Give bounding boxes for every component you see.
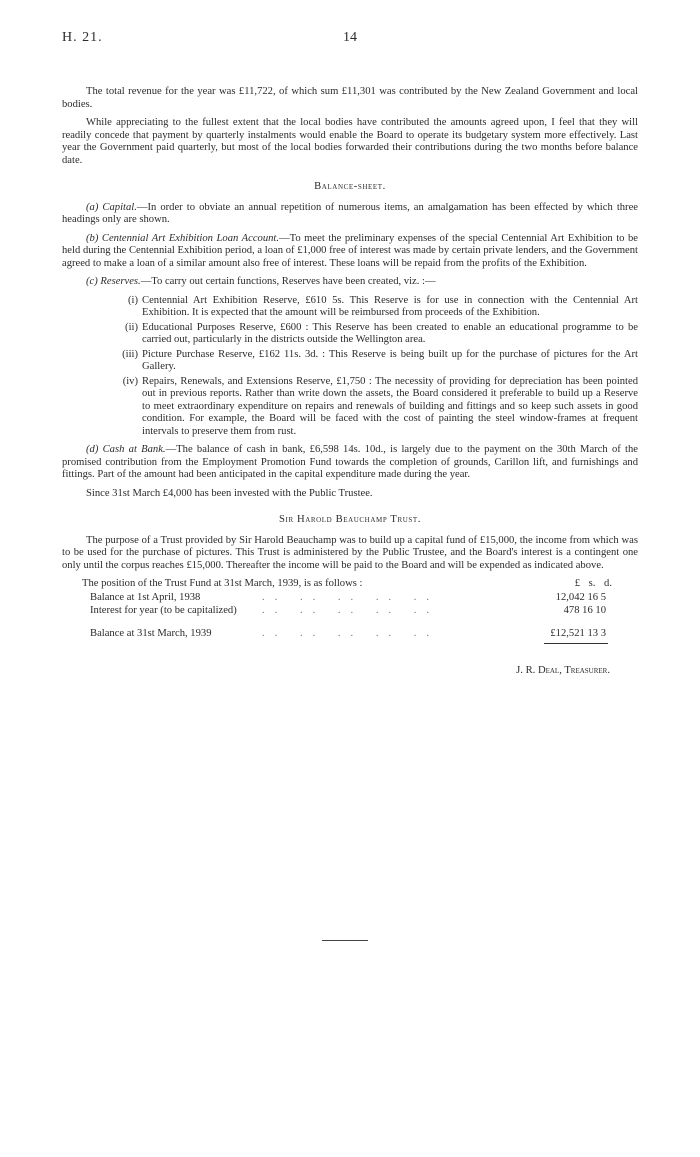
trust-paragraph: The purpose of a Trust provided by Sir Harold Beauchamp was to build up a capital fund of £15,000, the income from which was to be used for the purchase of pictures. This Trust is administered by the Public Trustee, and the Board's interest is a contingent one only until the corpus reaches £15,000. Thereafter the income will be paid to the Board and will be expended as indicated above. bbox=[62, 534, 638, 571]
end-rule bbox=[322, 940, 368, 941]
loan-account-paragraph bbox=[62, 233, 638, 271]
capital-paragraph bbox=[62, 202, 638, 227]
reserve-text: Repairs, Renewals, and Extensions Reserve, £1,750 : The necessity of providing for depreciation has been pointed out in previous reports. Rather than write down the assets, the Board considered it preferable to build up a Reserve to meet extraordinary expenditure on repairs and renewals of building and fittings and so keep such assets in good condition. For example, the Board will be faced with the cost of painting the steel window-frames at frequent intervals to preserve them from rust. bbox=[142, 375, 638, 437]
statement-intro: The position of the Trust Fund at 31st March, 1939, is as follows : bbox=[82, 578, 363, 589]
reserve-item bbox=[62, 295, 638, 320]
revenue-paragraph: The total revenue for the year was £11,722, of which sum £11,301 was contributed by the New Zealand Government and local bodies. bbox=[62, 86, 638, 110]
reserve-number: (iv) bbox=[122, 375, 138, 387]
reserve-item bbox=[62, 376, 638, 439]
balance-sheet-heading: Balance-sheet. bbox=[314, 181, 386, 192]
total-underline bbox=[544, 643, 608, 644]
leader-dots: .. .. .. .. .. bbox=[262, 628, 440, 639]
row-amount: 478 16 10 bbox=[563, 605, 606, 616]
reserve-number: (iii) bbox=[122, 348, 138, 360]
signature: J. R. Deal, Treasurer. bbox=[516, 665, 610, 676]
reserve-number: (i) bbox=[128, 294, 138, 306]
page-header bbox=[62, 30, 638, 50]
trust-heading: Sir Harold Beauchamp Trust. bbox=[279, 514, 421, 525]
statement-row bbox=[62, 592, 638, 605]
row-label: Interest for year (to be capitalized) bbox=[90, 605, 237, 616]
reserves-paragraph bbox=[62, 276, 638, 289]
cash-at-bank-text: —The balance of cash in bank, £6,598 14s. 10d., is largely due to the payment on the 30th March of the promised contribution from the Employment Promotion Fund towards the completion of grounds, Carillon lift, and furnishings and fittings. Part of the amount had been anticipated in the capital expenditure made during the year. bbox=[62, 444, 638, 480]
page-body bbox=[62, 86, 638, 678]
cash-at-bank-label: (d) Cash at Bank. bbox=[86, 444, 166, 455]
statement-row bbox=[62, 605, 638, 618]
reserve-item bbox=[62, 322, 638, 347]
trust-fund-statement bbox=[62, 578, 638, 645]
statement-header bbox=[62, 578, 638, 592]
loan-account-text: —To meet the preliminary expenses of the special Centennial Art Exhibition to be held during the Centennial Exhibition period, a loan of £1,000 free of interest was made by certain private lenders, and the Government agreed to make a loan of a similar amount also free of interest. These loans will be repaid from the profits of the Exhibition. bbox=[62, 232, 638, 269]
reserves-list bbox=[62, 295, 638, 439]
leader-dots: .. .. .. .. .. bbox=[262, 605, 440, 616]
reserve-text: Picture Purchase Reserve, £162 11s. 3d. : This Reserve is being built up for the purchase of pictures for the Art Gallery. bbox=[142, 348, 638, 372]
reserve-text: Centennial Art Exhibition Reserve, £610 5s. This Reserve is for use in connection with the Centennial Art Exhibition. It is expected that the amount will be reimbursed from proceeds of the Exhibition. bbox=[142, 294, 638, 318]
row-label: Balance at 1st April, 1938 bbox=[90, 592, 201, 603]
cash-at-bank-paragraph bbox=[62, 444, 638, 482]
reserve-item bbox=[62, 349, 638, 374]
investment-paragraph: Since 31st March £4,000 has been invested with the Public Trustee. bbox=[86, 487, 373, 499]
document-reference: H. 21. bbox=[62, 30, 103, 45]
loan-account-label: (b) Centennial Art Exhibition Loan Account. bbox=[86, 232, 280, 244]
capital-text: —In order to obviate an annual repetition of numerous items, an amalgamation has been effected by which three headings only are shown. bbox=[62, 201, 638, 225]
reserve-text: Educational Purposes Reserve, £600 : This Reserve has been created to enable an educational programme to be carried out, particularly in the districts outside the Wellington area. bbox=[142, 321, 638, 345]
reserves-text: —To carry out certain functions, Reserves have been created, viz. :— bbox=[140, 276, 436, 287]
capital-label: (a) Capital. bbox=[86, 201, 137, 213]
reserves-label: (c) Reserves. bbox=[86, 276, 141, 287]
total-amount: £12,521 13 3 bbox=[550, 628, 606, 639]
page-number: 14 bbox=[343, 30, 357, 45]
statement-total-row bbox=[62, 628, 638, 641]
currency-columns: £ s. d. bbox=[574, 578, 612, 589]
total-label: Balance at 31st March, 1939 bbox=[90, 628, 212, 639]
row-amount: 12,042 16 5 bbox=[555, 592, 606, 603]
leader-dots: .. .. .. .. .. bbox=[262, 592, 440, 603]
quarterly-payments-paragraph: While appreciating to the fullest extent that the local bodies have contributed the amounts agreed upon, I feel that they will readily concede that payment by quarterly instalments would enable the Board to operate its budgetary system more effectively. Last year the Government paid quarterly, but most of the local bodies forwarded their contributions during the two months before balance date. bbox=[62, 117, 638, 166]
reserve-number: (ii) bbox=[125, 321, 138, 333]
